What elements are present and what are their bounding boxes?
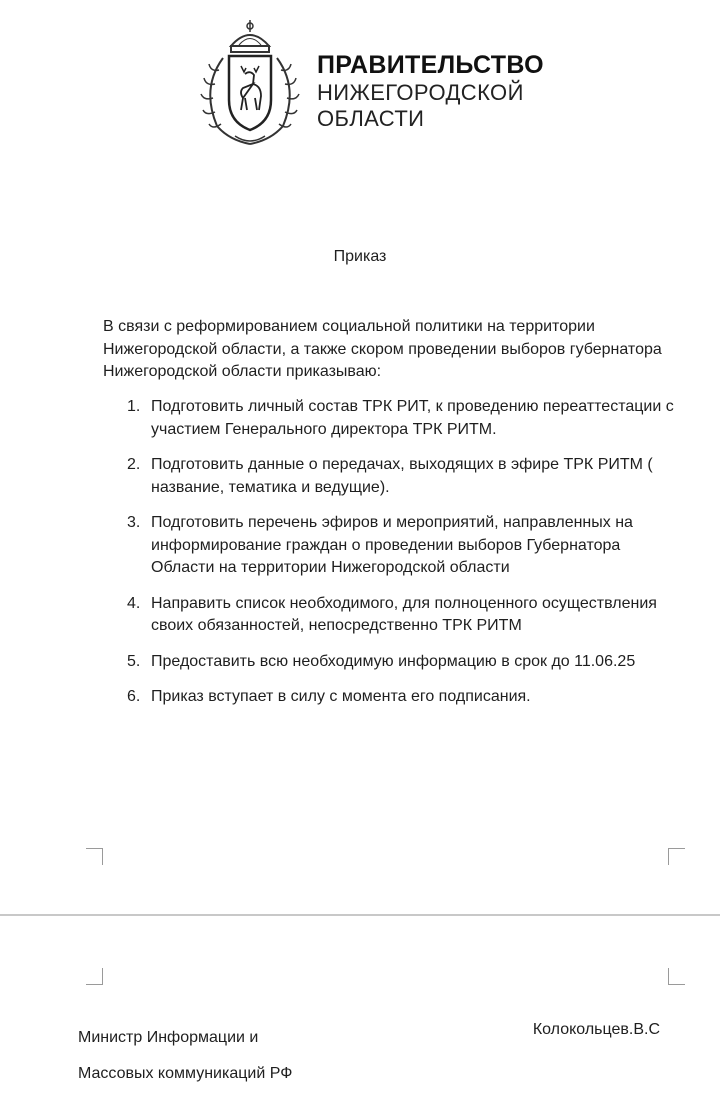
page-corner-mark <box>668 848 685 865</box>
list-item <box>103 512 683 580</box>
position-line-2: Массовых коммуникаций РФ <box>78 1065 293 1082</box>
list-item-number: 4. <box>127 594 141 612</box>
list-item-text: Направить список необходимого, для полноценного осуществления своих обязанностей, непосредственно ТРК РИТМ <box>151 594 657 634</box>
page-break-divider <box>0 914 720 916</box>
signatory-name: Колокольцев.В.С <box>532 1021 660 1038</box>
list-item-text: Подготовить данные о передачах, выходящих в эфире ТРК РИТМ ( название, тематика и ведущие). <box>151 456 653 496</box>
position-line-1: Министр Информации и <box>78 1029 259 1046</box>
organization-name <box>317 50 544 132</box>
list-item-number: 5. <box>127 652 141 670</box>
org-line-1: ПРАВИТЕЛЬСТВО <box>317 51 544 79</box>
coat-of-arms-icon <box>195 18 305 150</box>
list-item <box>103 396 683 441</box>
list-item-text: Предоставить всю необходимую информацию в срок до 11.06.25 <box>151 652 636 670</box>
intro-paragraph: В связи с реформированием социальной политики на территории Нижегородской области, а также скором проведении выборов губернатора Нижегородской области приказываю: <box>103 318 662 380</box>
document-title: Приказ <box>333 248 387 265</box>
signatory-position <box>78 1020 292 1092</box>
list-item-number: 3. <box>127 514 141 531</box>
list-item-number: 6. <box>127 688 141 705</box>
list-item-number: 2. <box>127 456 141 473</box>
list-item <box>103 651 683 674</box>
list-item <box>103 454 683 499</box>
page-corner-mark <box>86 968 103 985</box>
org-line-2: НИЖЕГОРОДСКОЙ <box>317 80 524 105</box>
order-items-list <box>103 396 683 722</box>
page-corner-mark <box>668 968 685 985</box>
letterhead <box>195 18 565 150</box>
list-item-text: Подготовить перечень эфиров и мероприятий, направленных на информирование граждан о проведении выборов Губернатора Области на территории Нижегородской области <box>151 514 633 576</box>
list-item <box>103 593 683 638</box>
list-item-number: 1. <box>127 398 141 415</box>
list-item-text: Подготовить личный состав ТРК РИТ, к проведению переаттестации с участием Генерального директора ТРК РИТМ. <box>151 398 674 438</box>
list-item-text: Приказ вступает в силу с момента его подписания. <box>151 688 531 705</box>
page-corner-mark <box>86 848 103 865</box>
list-item <box>103 686 683 709</box>
org-line-3: ОБЛАСТИ <box>317 106 425 131</box>
